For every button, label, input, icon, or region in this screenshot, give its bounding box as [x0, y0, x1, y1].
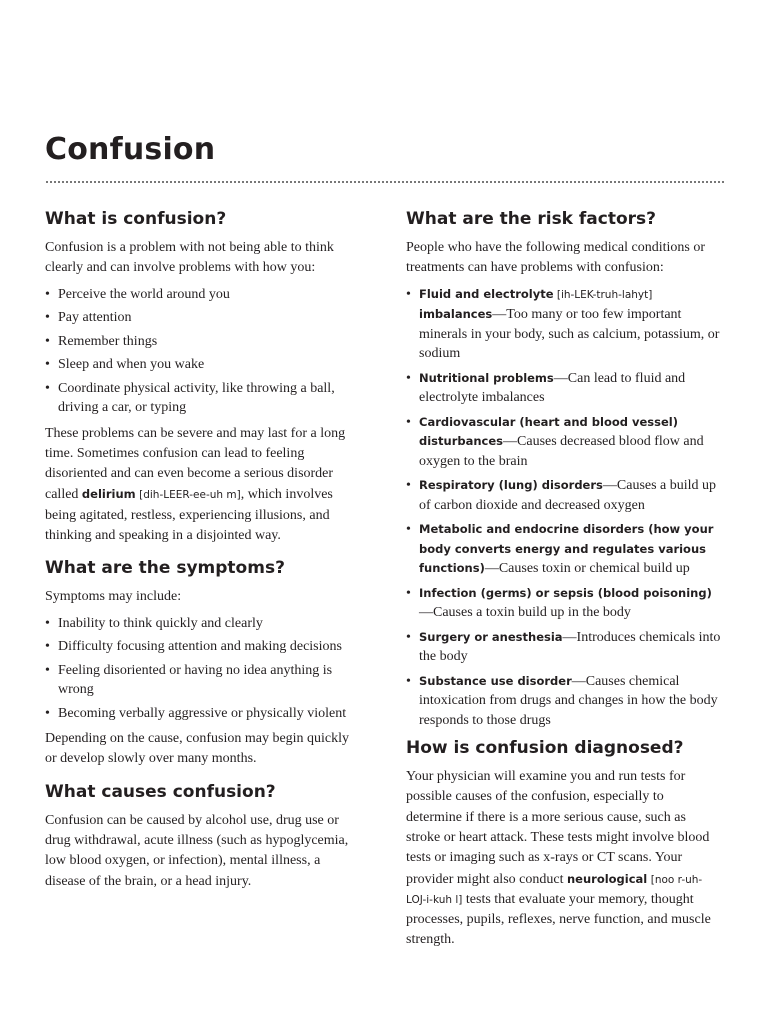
- causes-text: Confusion can be caused by alcohol use, drug use or drug withdrawal, acute illness (such as hypoglycemia, low blood oxygen, or infection), mental illness, a disease of the brain, or a head injury.: [45, 812, 349, 889]
- section-risk-factors: [406, 207, 722, 730]
- list-item: • Difficulty focusing attention and making decisions: [45, 637, 363, 657]
- delirium-paragraph: [45, 424, 363, 547]
- risk-term: Respiratory (lung) disorders: [419, 478, 603, 493]
- symptoms-outro: Depending on the cause, confusion may begin quickly or develop slowly over many months.: [45, 731, 350, 767]
- list-item: • Becoming verbally aggressive or physically violent: [45, 704, 363, 724]
- dotted-divider: [46, 181, 724, 183]
- paragraph-text: These problems can be severe and may last for a long time. Sometimes confusion can lead to feeling disoriented and can even become a serious disorder called: [45, 425, 346, 503]
- risk-term: Metabolic and endocrine disorders (how your body converts energy and regulates various functions): [419, 522, 714, 576]
- risk-term: Fluid and electrolyte: [419, 286, 554, 301]
- list-item: • Remember things: [45, 332, 363, 352]
- section-symptoms: [45, 556, 363, 769]
- list-item: [406, 413, 722, 472]
- list-item: [406, 369, 722, 408]
- right-column: [406, 207, 722, 957]
- risk-list: [406, 285, 722, 731]
- term-neurological: neurological: [566, 871, 648, 886]
- risk-intro: People who have the following medical conditions or treatments can have problems with confusion:: [406, 240, 705, 276]
- list-item: • Coordinate physical activity, like throwing a ball, driving a car, or typing: [45, 379, 363, 418]
- risk-term: imbalances: [419, 307, 493, 322]
- list-item: [406, 520, 722, 579]
- list-item: • Perceive the world around you: [45, 285, 363, 305]
- pronunciation: [ih-LEK-truh-lahyt]: [553, 288, 653, 301]
- list-item: • Feeling disoriented or having no idea anything is wrong: [45, 661, 363, 700]
- risk-term: Cardiovascular (heart and blood vessel) disturbances: [419, 414, 678, 449]
- risk-term: Nutritional problems: [419, 370, 554, 385]
- risk-desc: —Causes decreased blood flow and oxygen to the brain: [419, 434, 704, 469]
- list-item: • Sleep and when you wake: [45, 355, 363, 375]
- list-item: [406, 476, 722, 515]
- heading-causes: What causes confusion?: [45, 781, 276, 802]
- risk-term: Infection (germs) or sepsis (blood poisoning): [419, 585, 712, 600]
- diagnosis-text: [406, 767, 722, 951]
- risk-term: Substance use disorder: [419, 673, 572, 688]
- list-item: • Inability to think quickly and clearly: [45, 614, 363, 634]
- pronunciation: [dih-LEER-ee-uh m]: [139, 489, 241, 502]
- risk-desc: —Can lead to fluid and electrolyte imbalances: [419, 370, 686, 406]
- list-item: • Pay attention: [45, 308, 363, 328]
- risk-desc: —Causes chemical intoxication from drugs and changes in how the body responds to those drugs: [419, 673, 718, 728]
- heading-risk-factors: What are the risk factors?: [406, 209, 657, 229]
- section-diagnosis: [406, 736, 722, 951]
- risk-term: Surgery or anesthesia: [419, 629, 563, 644]
- list-item: [406, 628, 722, 667]
- risk-desc: —Causes toxin or chemical build up: [484, 561, 690, 577]
- what-is-list: [45, 285, 363, 418]
- paragraph-text: tests that evaluate your memory, thought processes, pupils, reflexes, nerve function, and muscle strength.: [406, 891, 711, 948]
- paragraph-text: Your physician will examine you and run tests for possible causes of the confusion, especially to determine if there is a more serious cause, such as stroke or heart attack. These tests might involve blood tests or imaging such as x-rays or CT scans. Your provider might also conduct: [406, 769, 710, 887]
- section-what-is-confusion: [45, 207, 363, 546]
- heading-diagnosis: How is confusion diagnosed?: [406, 738, 684, 759]
- risk-desc: —Causes a toxin build up in the body: [419, 605, 631, 621]
- what-is-intro: Confusion is a problem with not being able to think clearly and can involve problems with how you:: [45, 240, 334, 276]
- risk-desc: —Introduces chemicals into the body: [419, 629, 721, 665]
- risk-desc: —Too many or too few important minerals in your body, such as calcium, potassium, or sodium: [419, 307, 720, 362]
- symptoms-intro: Symptoms may include:: [45, 589, 182, 605]
- heading-what-is-confusion: What is confusion?: [45, 209, 227, 229]
- paragraph-text: , which involves being agitated, restless, experiencing illusions, and thinking and speaking in a disjointed way.: [45, 487, 333, 544]
- list-item: [406, 672, 722, 731]
- list-item: [406, 285, 722, 364]
- list-item: [406, 584, 722, 623]
- section-causes: [45, 780, 363, 892]
- term-delirium: delirium: [81, 487, 136, 502]
- left-column: [45, 207, 363, 898]
- risk-desc: —Causes a build up of carbon dioxide and decreased oxygen: [419, 478, 717, 513]
- page-title: Confusion: [45, 132, 216, 167]
- symptoms-list: [45, 614, 363, 724]
- heading-symptoms: What are the symptoms?: [45, 558, 285, 579]
- pronunciation: [noo r-uh-LOJ-i-kuh l]: [406, 873, 703, 906]
